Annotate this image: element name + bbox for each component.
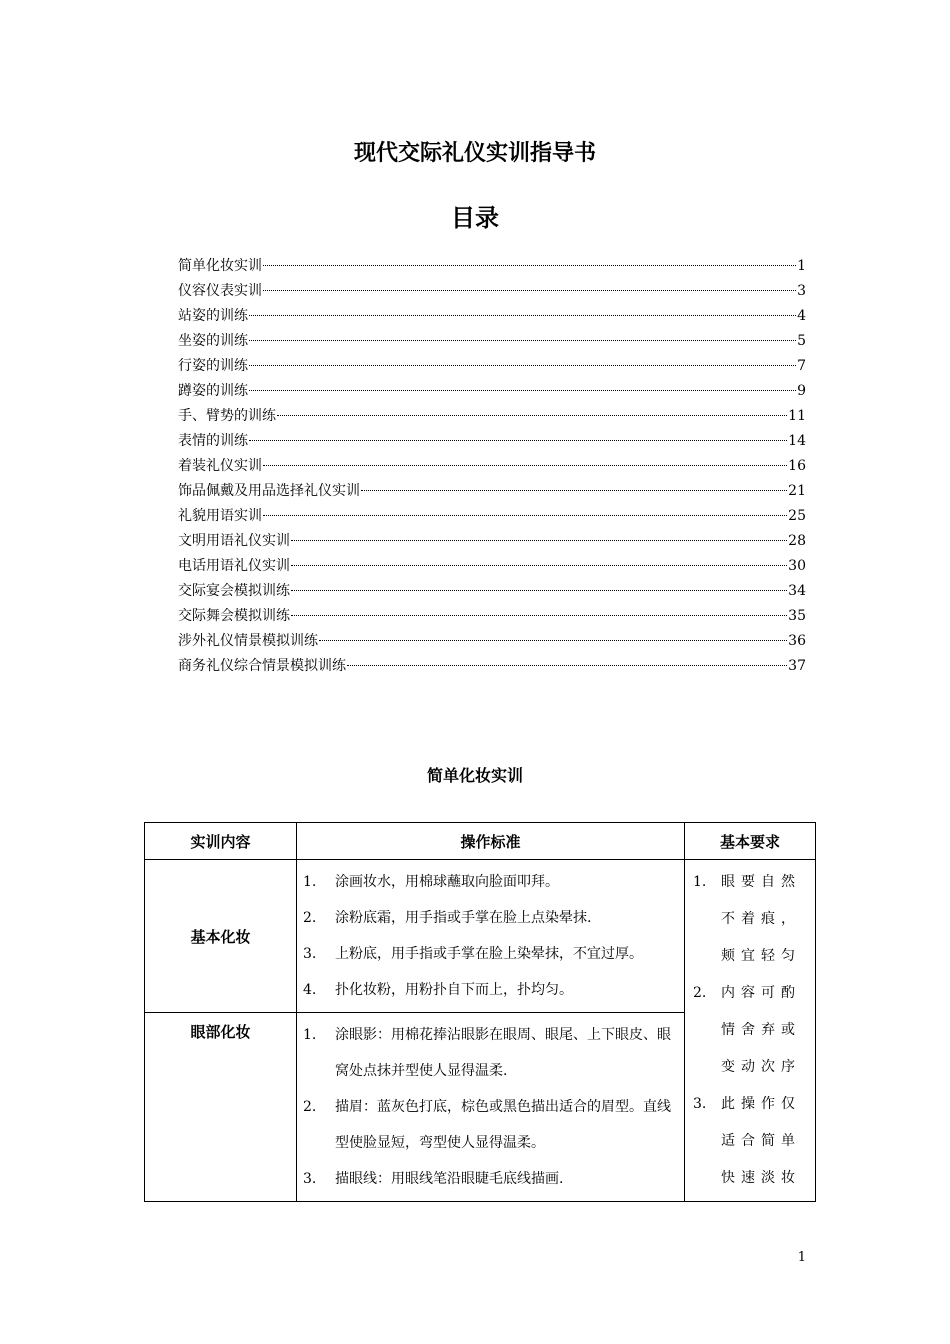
toc-entry-page: 30 [788,558,806,574]
section-title: 简单化妆实训 [426,766,523,785]
row-steps [297,1013,685,1202]
toc-entry-label: 交际宴会模拟训练 [178,583,290,599]
toc-entry[interactable] [178,306,806,331]
toc-entry-page: 25 [788,508,806,524]
requirement-item [693,975,807,1086]
step-number: 3. [303,946,317,962]
toc-entry-label: 涉外礼仪情景模拟训练 [178,633,318,649]
page-number: 1 [797,1250,806,1265]
step-number: 3. [303,1171,317,1187]
toc-entry-label: 着装礼仪实训 [178,458,262,474]
table-header-row [145,823,816,860]
toc-leader-dots [291,615,787,616]
toc-entry[interactable] [178,381,806,406]
toc-entry-label: 电话用语礼仪实训 [178,558,290,574]
toc-entry-label: 站姿的训练 [178,308,248,324]
toc-entry-page: 16 [788,458,806,474]
requirement-item [693,864,807,975]
toc-entry[interactable] [178,631,806,656]
toc-leader-dots [263,515,787,516]
toc-entry[interactable] [178,256,806,281]
toc-entry-page: 5 [797,333,806,349]
toc-entry[interactable] [178,556,806,581]
toc-entry[interactable] [178,406,806,431]
step-item [303,972,676,1008]
table-row [145,860,816,1013]
step-number: 4. [303,982,317,998]
toc-entry-page: 34 [788,583,806,599]
toc-entry-page: 1 [797,258,806,274]
toc-leader-dots [249,340,796,341]
toc-leader-dots [249,315,796,316]
requirements-cell [685,860,816,1202]
toc-leader-dots [291,540,787,541]
step-text: 扑化妆粉，用粉扑自下而上，扑均匀。 [335,982,573,998]
toc-leader-dots [263,265,796,266]
step-text: 涂画妆水，用棉球蘸取向脸面叩拜。 [335,874,559,890]
requirement-text: 内容可酌情舍弃或变动次序 [721,985,801,1075]
toc-entry[interactable] [178,531,806,556]
step-number: 1. [303,1027,317,1043]
toc-leader-dots [361,490,787,491]
toc-entry-page: 11 [788,408,806,424]
toc-entry[interactable] [178,606,806,631]
header-requirement: 基本要求 [685,823,816,860]
toc-entry[interactable] [178,581,806,606]
step-text: 涂粉底霜，用手指或手掌在脸上点染晕抹. [335,910,592,926]
toc-entry-label: 蹲姿的训练 [178,383,248,399]
requirement-number: 1. [693,874,707,890]
row-steps [297,860,685,1013]
toc-entry[interactable] [178,356,806,381]
table-of-contents [178,256,806,681]
toc-entry[interactable] [178,431,806,456]
toc-entry-label: 简单化妆实训 [178,258,262,274]
toc-entry-label: 饰品佩戴及用品选择礼仪实训 [178,483,360,499]
toc-entry[interactable] [178,481,806,506]
toc-entry-label: 坐姿的训练 [178,333,248,349]
toc-entry-page: 4 [797,308,806,324]
requirement-text: 此操作仅适合简单快速淡妆 [721,1096,801,1186]
step-text: 涂眼影：用棉花捧沾眼影在眼周、眼尾、上下眼皮、眼窝处点抹并型使人显得温柔. [335,1027,671,1079]
toc-entry-label: 礼貌用语实训 [178,508,262,524]
step-item [303,936,676,972]
toc-entry[interactable] [178,456,806,481]
toc-entry-page: 7 [797,358,806,374]
step-number: 1. [303,874,317,890]
toc-entry-page: 35 [788,608,806,624]
step-text: 上粉底，用手指或手掌在脸上染晕抹，不宜过厚。 [335,946,643,962]
toc-entry-page: 28 [788,533,806,549]
toc-leader-dots [347,665,787,666]
step-text: 描眼线：用眼线笔沿眼睫毛底线描画. [335,1171,564,1187]
requirement-number: 3. [693,1096,707,1112]
toc-leader-dots [291,590,787,591]
toc-entry-page: 37 [788,658,806,674]
toc-entry-page: 9 [797,383,806,399]
document-title: 现代交际礼仪实训指导书 [353,141,596,166]
toc-leader-dots [249,440,787,441]
requirement-text: 眼要自然不着痕，颊宜轻匀 [721,874,801,964]
requirement-number: 2. [693,985,707,1001]
toc-leader-dots [263,290,796,291]
row-category: 基本化妆 [145,860,297,1013]
training-table [144,822,816,1202]
toc-entry-label: 文明用语礼仪实训 [178,533,290,549]
requirement-item [693,1086,807,1197]
toc-leader-dots [319,640,787,641]
toc-entry[interactable] [178,656,806,681]
step-item [303,900,676,936]
toc-entry[interactable] [178,331,806,356]
step-number: 2. [303,910,317,926]
toc-entry[interactable] [178,281,806,306]
toc-leader-dots [249,365,796,366]
toc-entry-label: 仪容仪表实训 [178,283,262,299]
toc-leader-dots [263,465,787,466]
toc-leader-dots [249,390,796,391]
header-content: 实训内容 [145,823,297,860]
step-item [303,864,676,900]
toc-entry-label: 手、臂势的训练 [178,408,276,424]
toc-entry-page: 36 [788,633,806,649]
header-standard: 操作标准 [297,823,685,860]
toc-entry-page: 21 [788,483,806,499]
toc-leader-dots [291,565,787,566]
toc-leader-dots [277,415,787,416]
step-item [303,1161,676,1197]
step-item [303,1089,676,1161]
toc-entry-label: 商务礼仪综合情景模拟训练 [178,658,346,674]
toc-entry-label: 行姿的训练 [178,358,248,374]
toc-entry-page: 3 [797,283,806,299]
step-text: 描眉：蓝灰色打底，棕色或黑色描出适合的眉型。直线型使脸显短，弯型使人显得温柔。 [335,1099,671,1151]
step-number: 2. [303,1099,317,1115]
toc-entry-label: 表情的训练 [178,433,248,449]
toc-entry[interactable] [178,506,806,531]
step-item [303,1017,676,1089]
toc-title: 目录 [451,204,499,232]
toc-entry-label: 交际舞会模拟训练 [178,608,290,624]
row-category: 眼部化妆 [145,1013,297,1202]
toc-entry-page: 14 [788,433,806,449]
